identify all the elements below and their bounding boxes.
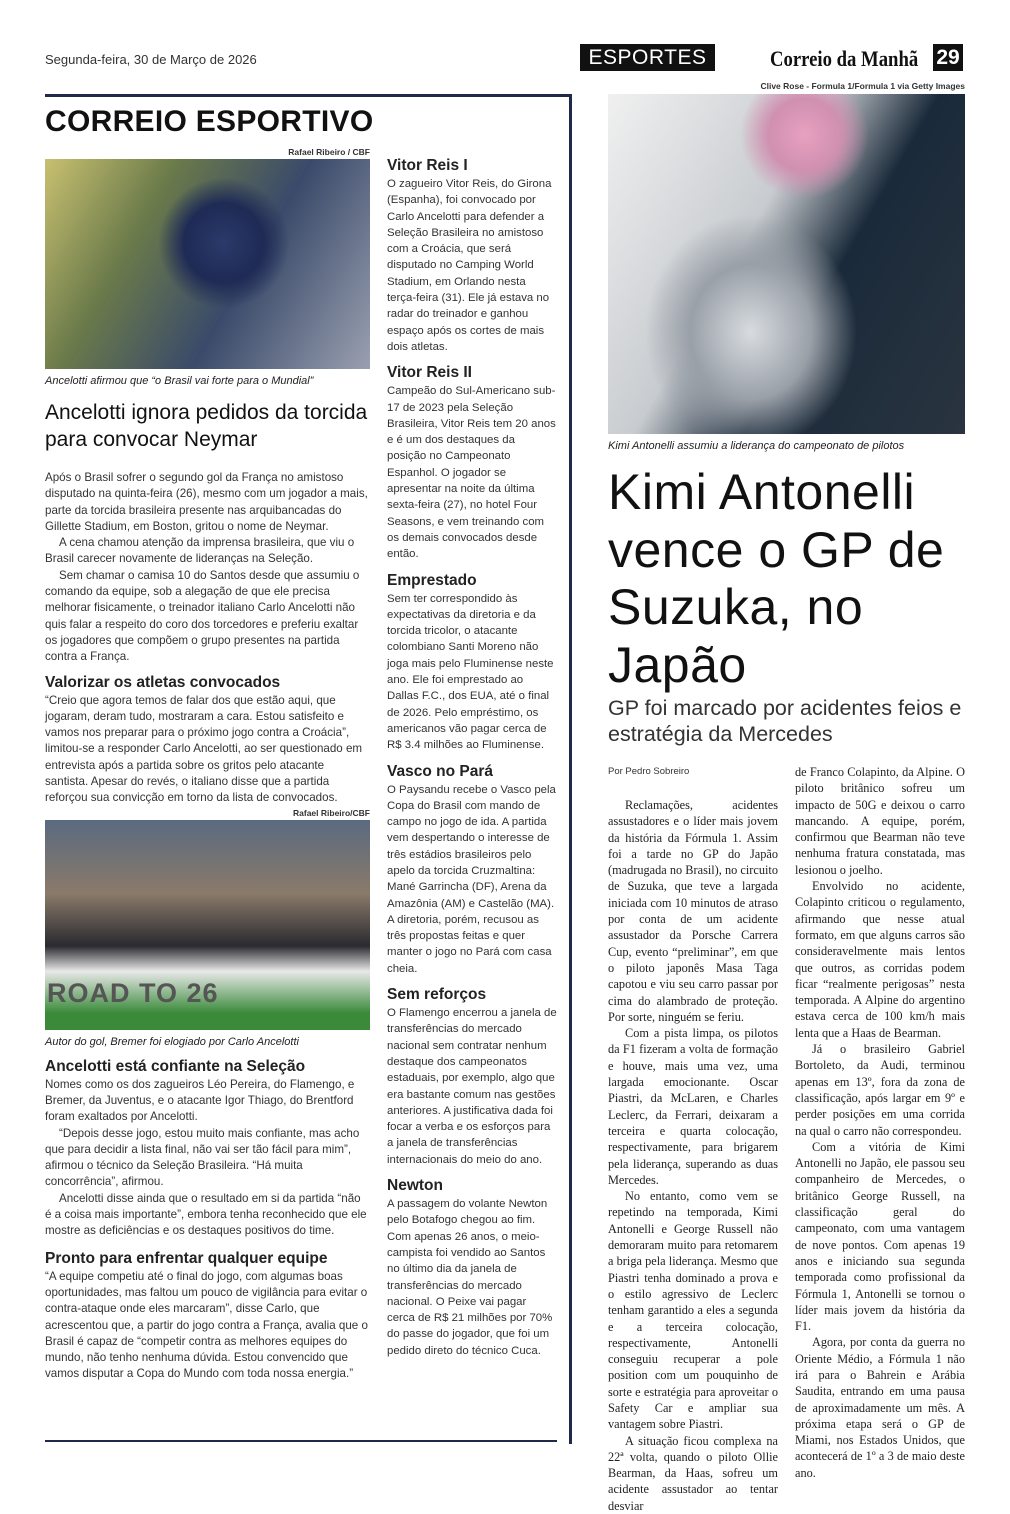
paragraph: No entanto, como vem se repetindo na temporada, Kimi Antonelli e George Russell não demoraram muito para retomarem a briga pela liderança. Mesmo que Piastri tenha dominado a prova e o estilo agressivo de Leclerc tenham garantido a eles a segunda e a terceira colocação, respectivamente, Antonelli conseguiu recuperar a pole position com um pouquinho de sorte e estratégia para aproveitar o Safety Car e ampliar sua vantagem sobre Piastri. xyxy=(608,1189,778,1432)
paragraph: Envolvido no acidente, Colapinto criticou o regulamento, afirmando que nesse atual formato, em que alguns carros são consideravelmente mais lentos que outros, as corridas podem ficar “realmente perigosas” nesta temporada. A Alpine do argentino estava cerca de 100 km/h mais lenta que a Haas de Bearman. xyxy=(795,879,965,1040)
note-title: Vitor Reis II xyxy=(387,364,472,382)
paragraph: “Depois desse jogo, estou muito mais confiante, mas acho que para decidir a lista final, não vai ser tão fácil para mim”, afirmou o técnico da Seleção Brasileira. “Há muita concorrência”, afirmou. xyxy=(45,1126,360,1189)
note-text: Campeão do Sul-Americano sub-17 de 2023 pela Seleção Brasileira, Vitor Reis tem 20 anos e é um dos destaques da posição no Campeonato Espanhol. O jogador se apresentar na noite da última sexta-feira (27), no hotel Four Seasons, e vem treinando com os demais convocados desde então. xyxy=(387,385,556,561)
photo-credit: Clive Rose - Formula 1/Formula 1 via Getty Images xyxy=(760,81,965,91)
subheading: Ancelotti está confiante na Seleção xyxy=(45,1057,306,1075)
note-text: O Paysandu recebe o Vasco pela Copa do Brasil com mando de campo no jogo de ida. A partida vem despertando o interesse de três estádios brasileiros pelo apelo da torcida Cruzmaltina: Mané Garrincha (DF), Arena da Amazônia (AM) e Castelão (MA). A diretoria, porém, recusou as três propostas feitas e quer manter o jogo no Pará com casa cheia. xyxy=(387,783,556,975)
top-rule xyxy=(45,94,572,97)
paragraph: Ancelotti disse ainda que o resultado em si da partida “não é a coisa mais importante”, embora tenha reconhecido que ele mostre as deficiências e os destaques positivos do time. xyxy=(45,1191,367,1238)
photo-caption: Kimi Antonelli assumiu a liderança do campeonato de pilotos xyxy=(608,440,905,452)
note-item xyxy=(387,763,557,978)
article-headline: Ancelotti ignora pedidos da torcida para convocar Neymar xyxy=(45,401,368,451)
byline: Por Pedro Sobreiro xyxy=(608,766,690,777)
article-column-1 xyxy=(608,797,778,1514)
photo-caption: Autor do gol, Bremer foi elogiado por Carlo Ancelotti xyxy=(45,1035,299,1048)
page-number: 29 xyxy=(933,44,963,71)
photo-credit: Rafael Ribeiro/CBF xyxy=(293,807,370,818)
note-item xyxy=(387,157,557,355)
paragraph: “Creio que agora temos de falar dos que estão aqui, que jogaram, deram tudo, mostraram a cara. Estou satisfeito e vamos nos preparar para o próximo jogo contra a Croácia”, limitou-se a responder Carlo Ancelotti, ao ser questionado em entrevista após a partida sobre os gritos pelo atacante santista. Apesar do revés, o italiano disse que a partida reforçou sua convicção em torno da lista de convocados. xyxy=(45,693,363,805)
subheading: Pronto para enfrentar qualquer equipe xyxy=(45,1249,328,1267)
paragraph: Já o brasileiro Gabriel Bortoleto, da Audi, terminou apenas em 13º, fora da zona de classificação, após largar em 9º e perder posições em uma corrida na qual o carro não correspondeu. xyxy=(795,1042,965,1138)
paragraph: Sem chamar o camisa 10 do Santos desde que assumiu o comando da equipe, sob a alegação de que ele precisa melhorar fisicamente, o treinador italiano Carlo Ancelotti não quis falar a respeito do coro dos torcedores e preferiu exaltar os jogadores que compõem o grupo presentes na partida contra a França. xyxy=(45,568,360,664)
paragraph: Agora, por conta da guerra no Oriente Médio, a Fórmula 1 não irá para o Bahrein e Arábia Saudita, entrando em uma pausa de aproximadamente um mês. A próxima etapa será o GP de Miami, nos Estados Unidos, que acontecerá de 1º a 3 de maio deste ano. xyxy=(795,1335,965,1480)
photo-banner-text: ROAD TO 26 xyxy=(47,977,219,1008)
note-title: Sem reforços xyxy=(387,986,487,1004)
note-title: Vitor Reis I xyxy=(387,157,468,174)
article-headline: Kimi Antonelli vence o GP de Suzuka, no Japão xyxy=(608,464,945,693)
note-item xyxy=(387,364,557,562)
bremer-photo xyxy=(45,820,370,1030)
note-text: O zagueiro Vitor Reis, do Girona (Espanha), foi convocado por Carlo Ancelotti para defender a Seleção Brasileira no amistoso com a Croácia, que será disputado no Camping World Stadium, em Orlando nesta terça-feira (31). Ele já estava no radar do treinador e ganhou espaço após os cortes de mais dois atletas. xyxy=(387,178,552,353)
ancelotti-photo xyxy=(45,159,370,369)
bottom-rule xyxy=(45,1440,557,1442)
issue-date: Segunda-feira, 30 de Março de 2026 xyxy=(45,52,257,67)
note-title: Emprestado xyxy=(387,571,477,589)
note-text: O Flamengo encerrou a janela de transferências do mercado nacional sem contratar nenhum destaque dos campeonatos estaduais, por exemplo, algo que era bastante comum nas gestões anteriores. A justificativa dada foi focar a verba e os esforços para a janela de transferências internacionais do meio do ano. xyxy=(387,1007,557,1166)
article-subheadline: GP foi marcado por acidentes feios e estratégia da Mercedes xyxy=(608,696,962,746)
photo-caption: Ancelotti afirmou que “o Brasil vai forte para o Mundial” xyxy=(45,375,314,387)
paragraph: A situação ficou complexa na 22ª volta, quando o piloto Ollie Bearman, da Haas, sofreu um acidente assustador ao tentar desviar xyxy=(608,1433,778,1513)
paragraph: de Franco Colapinto, da Alpine. O piloto britânico sofreu um impacto de 50G e deixou o carro mancando. A equipe, porém, confirmou que Bearman não teve nenhuma fratura constatada, mas lesionou o joelho. xyxy=(795,765,965,877)
antonelli-trophy-photo xyxy=(608,94,965,434)
subheading: Valorizar os atletas convocados xyxy=(45,673,281,691)
paragraph: Com a vitória de Kimi Antonelli no Japão, ele passou seu companheiro de Mercedes, o britânico George Russell, na classificação geral do campeonato, com uma vantagem de nove pontos. Com apenas 19 anos e iniciando sua segunda temporada como profissional da Fórmula 1, Antonelli se tornou o líder mais jovem da história da F1. xyxy=(795,1139,965,1334)
paragraph: Com a pista limpa, os pilotos da F1 fizeram a volta de formação e houve, mais uma vez, uma largada emocionante. Oscar Piastri, da McLaren, e Charles Leclerc, da Ferrari, deixaram a terceira e quarta colocação, respectivamente, para brigarem pela liderança, superando as duas Mercedes. xyxy=(608,1026,778,1187)
note-title: Newton xyxy=(387,1177,443,1195)
paragraph: “A equipe competiu até o final do jogo, com algumas boas oportunidades, mas faltou um pouco de vigilância para evitar o contra-ataque onde eles marcaram”, disse Carlo, que acrescentou que, a partir do jogo contra a França, avalia que o Brasil é capaz de “competir contra as melhores equipes do mundo, não tenho nenhuma dúvida. Estou convencido que vamos disputar a Copa do Mundo com toda nossa energia.” xyxy=(45,1269,368,1381)
section-label: ESPORTES xyxy=(580,44,715,71)
photo-credit: Rafael Ribeiro / CBF xyxy=(288,147,370,157)
note-text: Sem ter correspondido às expectativas da diretoria e da torcida tricolor, o atacante colombiano Santi Moreno não joga mais pelo Fluminense neste ano. Ele foi emprestado ao Dallas F.C., dos EUA, até o final de 2026. Pelo empréstimo, os americanos vão pagar cerca de R$ 3.4 milhões ao Fluminense. xyxy=(387,592,554,752)
left-column xyxy=(45,147,370,1383)
note-title: Vasco no Pará xyxy=(387,762,493,780)
newspaper-logo: Correio da Manhã xyxy=(770,46,919,71)
note-item xyxy=(387,1177,557,1359)
paragraph: Após o Brasil sofrer o segundo gol da França no amistoso disputado na quinta-feira (26), mesmo com um jogador a mais, parte da torcida brasileira presente nas arquibancadas do Gillette Stadium, em Boston, gritou o nome de Neymar. xyxy=(45,471,368,533)
column-kicker: CORREIO ESPORTIVO xyxy=(45,105,374,138)
article-column-2 xyxy=(795,764,965,1481)
column-rule xyxy=(569,94,572,1444)
paragraph: Nomes como os dos zagueiros Léo Pereira, do Flamengo, e Bremer, da Juventus, e o atacante Igor Thiago, do Brentford foram exaltados por Ancelotti. xyxy=(45,1077,355,1124)
note-item xyxy=(387,572,557,754)
notes-column xyxy=(387,148,557,1359)
note-text: A passagem do volante Newton pelo Botafogo chegou ao fim. Com apenas 26 anos, o meio-campista foi vendido ao Santos no último dia da janela de transferências do mercado nacional. O Peixe vai pagar cerca de R$ 21 milhões por 70% do passe do jogador, que foi um pedido direto do técnico Cuca. xyxy=(387,1198,553,1357)
note-item xyxy=(387,986,557,1168)
paragraph: A cena chamou atenção da imprensa brasileira, que viu o Brasil carecer novamente de lideranças na Seleção. xyxy=(45,536,355,566)
paragraph: Reclamações, acidentes assustadores e o líder mais jovem da história da Fórmula 1. Assim foi a tarde no GP do Japão (madrugada no Brasil), no circuito de Suzuka, que teve a largada iniciada com 10 minutos de atraso por conta de um acidente assustador da Porsche Carrera Cup, evento “preliminar”, em que o piloto japonês Masa Taga capotou e viu seu carro passar por cima do alambrado de proteção. Por sorte, ninguém se feriu. xyxy=(608,798,778,1024)
